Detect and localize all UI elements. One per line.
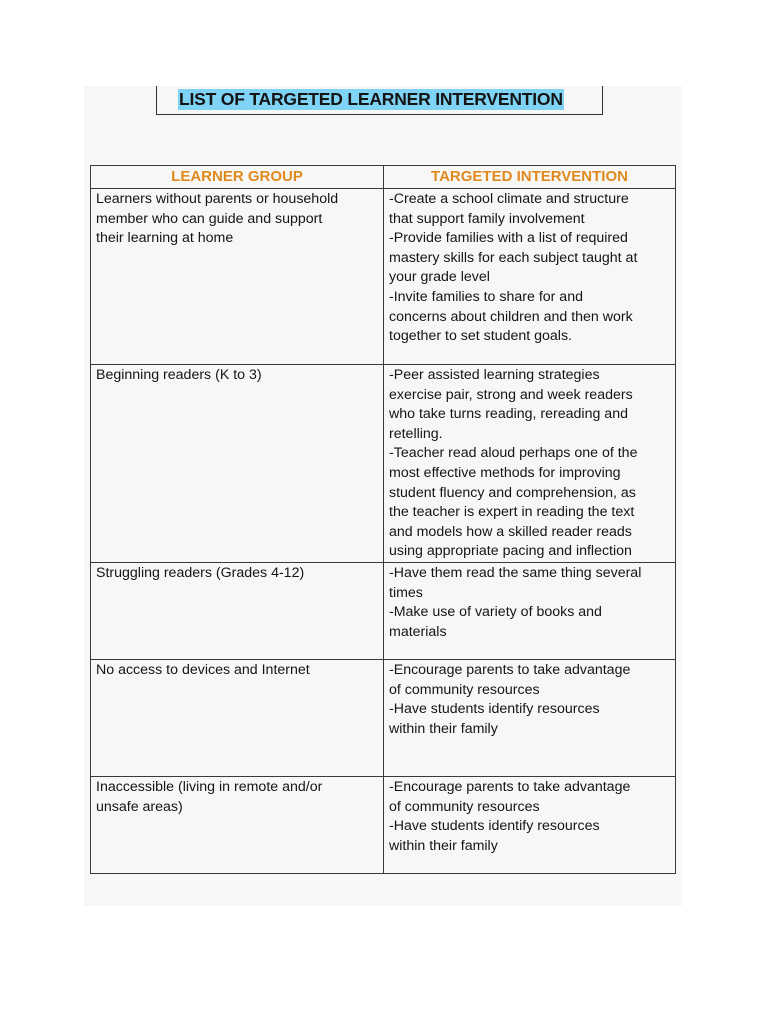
table-row [91,365,676,563]
cell-line: -Encourage parents to take advantage [389,662,631,678]
cell-line: together to set student goals. [389,328,572,345]
cell-line: unsafe areas) [96,798,183,815]
cell-line: their learning at home [96,230,234,247]
intervention-cell [384,563,676,660]
intervention-cell [384,365,676,563]
cell-line: within their family [389,720,498,737]
cell-line: -Make use of variety of books and [389,604,602,621]
cell-line: and models how a skilled reader reads [389,523,632,540]
learner-group-cell [91,563,384,660]
cell-line: times [389,584,423,601]
title-box [156,86,603,115]
header-targeted-intervention: TARGETED INTERVENTION [384,166,676,189]
cell-line: -Have them read the same thing several [389,565,642,581]
learner-group-cell [91,365,384,563]
table-row [91,563,676,660]
cell-line: -Teacher read aloud perhaps one of the [389,445,638,462]
learner-group-cell [91,189,384,365]
cell-line: your grade level [389,269,490,286]
table-row [91,777,676,874]
cell-line: concerns about children and then work [389,308,633,325]
cell-line: that support family involvement [389,210,585,227]
cell-line: -Provide families with a list of required [389,230,628,247]
cell-line: student fluency and comprehension, as [389,484,636,501]
table-header-row [91,166,676,189]
cell-line: -Create a school climate and structure [389,191,629,207]
cell-line: within their family [389,837,498,854]
learner-group-cell [91,777,384,874]
cell-line: -Peer assisted learning strategies [389,367,600,383]
cell-line: most effective methods for improving [389,464,621,481]
intervention-cell [384,777,676,874]
cell-line: Struggling readers (Grades 4-12) [96,565,305,581]
cell-line: who take turns reading, rereading and [389,406,628,423]
cell-line: exercise pair, strong and week readers [389,386,633,403]
table-row [91,660,676,777]
cell-line: -Have students identify resources [389,818,600,835]
cell-line: -Invite families to share for and [389,288,583,305]
cell-line: materials [389,623,447,640]
document-title: LIST OF TARGETED LEARNER INTERVENTION [179,89,563,109]
intervention-cell [384,660,676,777]
cell-line: Beginning readers (K to 3) [96,367,262,383]
cell-line: of community resources [389,798,540,815]
cell-line: -Encourage parents to take advantage [389,779,631,795]
cell-line: Inaccessible (living in remote and/or [96,779,323,795]
intervention-table [90,165,676,874]
cell-line: mastery skills for each subject taught at [389,249,638,266]
learner-group-cell [91,660,384,777]
cell-line: -Have students identify resources [389,701,600,718]
cell-line: using appropriate pacing and inflection [389,543,632,560]
cell-line: Learners without parents or household [96,191,339,207]
cell-line: member who can guide and support [96,210,323,227]
cell-line: retelling. [389,425,443,442]
cell-line: the teacher is expert in reading the text [389,504,635,521]
cell-line: of community resources [389,681,540,698]
header-learner-group: LEARNER GROUP [91,166,384,189]
cell-line: No access to devices and Internet [96,662,310,678]
intervention-cell [384,189,676,365]
table-row [91,189,676,365]
